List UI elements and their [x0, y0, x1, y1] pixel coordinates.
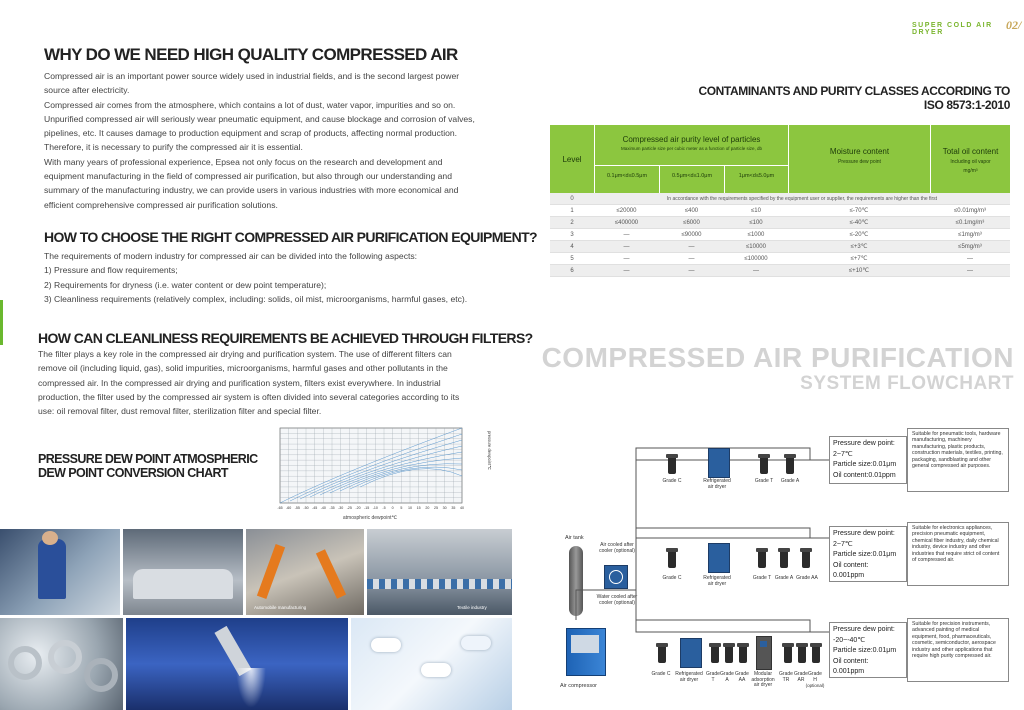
table-cell: — [594, 253, 659, 265]
header-level: Level [562, 155, 582, 164]
x-tick-label: -55 [294, 506, 300, 510]
section2-item: 3) Cleanliness requirements (relatively complex, including: solids, oil mist, microorganisms, harmful gases, etc). [44, 293, 468, 304]
air-compressor-label: Air compressor [560, 683, 597, 689]
x-tick-label: -50 [303, 506, 309, 510]
purity-table [550, 193, 1010, 277]
table-row [550, 265, 1010, 277]
photo-textile-industry [367, 529, 512, 615]
desc-box-row2: Suitable for electronics appliances, precision pneumatic equipment, chemical fiber industry, daily chemical industry, device industry and other industries that require strict oil content of compressed air. [907, 522, 1009, 586]
spindle-row [367, 579, 512, 589]
x-tick-label: 40 [460, 506, 464, 510]
filter-grade-c [668, 454, 676, 474]
section3-accent-bar [0, 300, 3, 345]
table-cell: — [659, 241, 724, 253]
x-tick-label: 30 [442, 506, 447, 510]
coil [48, 640, 82, 674]
refrigerated-air-dryer [680, 638, 702, 668]
filter-grade-h [812, 643, 820, 663]
dewpoint-y-label: pressure dewpoint℃ [487, 431, 492, 470]
spec-line: Pressure dew point: [833, 440, 895, 447]
table-cell: 5 [550, 253, 594, 265]
desc-box-row3: Suitable for precision instruments, advanced painting of medical equipment, food, pharmaceuticals, cosmetic, semiconductor, aerospace industry and other applications that require high purity compressed air. [907, 618, 1009, 682]
header-sub2: 0.5μm<d≤1.0μm [671, 173, 713, 179]
table-cell: — [724, 265, 788, 277]
label-refrigerated-air-dryer: Refrigerated air dryer [703, 478, 731, 490]
capsule [421, 663, 451, 677]
label-grade-ar: Grade AR [794, 671, 808, 683]
x-tick-label: 35 [451, 506, 456, 510]
x-tick-label: 10 [408, 506, 412, 510]
dewpoint-grid [280, 428, 462, 503]
table-row [550, 205, 1010, 217]
filter-grade-c [668, 548, 676, 568]
filter-grade-tr [784, 643, 792, 663]
table-row [550, 253, 1010, 265]
dewpoint-title-line1: PRESSURE DEW POINT ATMOSPHERIC [38, 452, 258, 466]
pipe [636, 528, 810, 538]
spec-box-row3 [829, 622, 907, 678]
table-cell: ≤0.1mg/m³ [930, 217, 1010, 229]
photo-robot-line [246, 529, 364, 615]
table-cell: — [930, 265, 1010, 277]
label-grade-t: Grade T [752, 575, 772, 581]
dewpoint-title [38, 452, 258, 480]
header-moisture-sub: Pressure dew point [838, 159, 881, 165]
page-number: 02/ [1006, 18, 1022, 32]
section3-body: The filter plays a key role in the compressed air drying and purification system. The use of different filters can remove oil (including liquid, gas), solid impurities, microorganisms, harmful gases and other pollutants in the compressed air. In the compressed air drying and purification system, filters exist everywhere. In industrial production, the filter used by the compressed air system is often divided into several categories according to its use: oil removal filter, dust removal filter, sterilization filter and special filter. [38, 349, 460, 417]
section2-title: HOW TO CHOOSE THE RIGHT COMPRESSED AIR PURIFICATION EQUIPMENT? [44, 229, 538, 245]
spray-mist [236, 668, 266, 708]
spec-line: Particle size:0.01μm [833, 461, 897, 468]
spec-line: -20~-40℃ [833, 636, 866, 644]
photo-steel-coils [0, 618, 123, 710]
table-cell: ≤400 [659, 205, 724, 217]
flowchart-title-line1: COMPRESSED AIR PURIFICATION [541, 342, 1014, 373]
table-title-line1: CONTAMINANTS AND PURITY CLASSES ACCORDING TO [698, 84, 1010, 98]
label-grade-aa: Grade AA [735, 671, 749, 683]
table-cell: — [594, 229, 659, 241]
label-grade-tr: Grade TR [779, 671, 793, 683]
filter-grade-t [760, 454, 768, 474]
table-cell: 1 [550, 205, 594, 217]
air-cooled-label: Air cooled after cooler (optional) [599, 542, 635, 554]
label-grade-c: Grade C [662, 478, 682, 484]
photo-caption: Textile industry [457, 605, 487, 610]
table-cell: ≤0.01mg/m³ [930, 205, 1010, 217]
header-particles-sub: Maximum particle size per cubic meter as a function of particle size, db [620, 146, 763, 151]
capsule [461, 636, 491, 650]
spec-line: Particle size:0.01μm [833, 551, 897, 558]
table-cell: — [659, 265, 724, 277]
x-tick-label: 15 [416, 506, 421, 510]
filter-grade-a [725, 643, 733, 663]
spec-line: Pressure dew point: [833, 626, 895, 633]
pipe [636, 590, 830, 632]
table-row [550, 241, 1010, 253]
spec-line: 2~7℃ [833, 540, 853, 548]
spec-line: 0.001ppm [833, 572, 865, 579]
table-cell: ≤6000 [659, 217, 724, 229]
section2-item: 2) Requirements for dryness (i.e. water content or dew point temperature); [44, 279, 327, 290]
dewpoint-chart [270, 425, 500, 521]
coil [8, 646, 42, 680]
photo-worker [0, 529, 120, 615]
header-divider [595, 165, 788, 166]
label-optional: (optional) [805, 683, 825, 688]
section2-body [44, 249, 494, 306]
coil [84, 658, 118, 692]
section1-paragraph: With many years of professional experience, Epsea not only focus on the research and development and equipment manufacturing in the field of compressed air purification, but also through our understanding and summary of the manufacturing industry, we can provide users in various industries with more economical and efficient comprehensive compressed air purification solutions. [44, 156, 459, 210]
x-tick-label: -35 [329, 506, 335, 510]
x-tick-label: -60 [286, 506, 292, 510]
label-refrigerated-air-dryer: Refrigerated air dryer [675, 671, 703, 683]
worker-head [42, 531, 58, 545]
refrigerated-air-dryer [708, 543, 730, 573]
dryer-panel [760, 641, 767, 647]
flowchart-title-line2: SYSTEM FLOWCHART [800, 373, 1014, 394]
section3-title: HOW CAN CLEANLINESS REQUIREMENTS BE ACHIEVED THROUGH FILTERS? [38, 330, 533, 346]
table-row [550, 193, 1010, 205]
table-header [550, 125, 1010, 193]
running-header: SUPER COLD AIR DRYER [912, 22, 993, 36]
worker-figure [38, 539, 66, 599]
table-cell: ≤1mg/m³ [930, 229, 1010, 241]
table-cell: ≤10000 [724, 241, 788, 253]
x-tick-label: -10 [372, 506, 378, 510]
air-tank-label: Air tank [565, 535, 584, 541]
section2-item: 1) Pressure and flow requirements; [44, 265, 178, 276]
table-cell: ≤1000 [724, 229, 788, 241]
pipe [636, 620, 810, 632]
table-cell: 0 [550, 193, 594, 205]
x-tick-label: -20 [355, 506, 361, 510]
table-cell: ≤+3℃ [788, 241, 930, 253]
label-grade-a: Grade A [720, 671, 734, 683]
x-tick-label: 20 [425, 506, 430, 510]
photo-spray-painting [126, 618, 348, 710]
x-tick-label: -30 [338, 506, 344, 510]
label-grade-c: Grade C [662, 575, 682, 581]
filter-grade-c [658, 643, 666, 663]
label-grade-h: Grade H [808, 671, 822, 683]
table-title [640, 84, 1010, 112]
table-cell: ≤100 [724, 217, 788, 229]
table-cell: 4 [550, 241, 594, 253]
filter-grade-aa [802, 548, 810, 568]
table-row [550, 229, 1010, 241]
photo-automobile-manufacturing [123, 529, 243, 615]
x-tick-label: 0 [391, 506, 394, 510]
spec-line: Oil content: [833, 657, 869, 665]
table-cell: 2 [550, 217, 594, 229]
header-moisture: Moisture content [829, 147, 890, 156]
header-sub1: 0.1μm<d≤0.5μm [606, 173, 648, 179]
table-cell: ≤5mg/m³ [930, 241, 1010, 253]
robot-arm [257, 544, 285, 599]
x-tick-label: -45 [312, 506, 318, 510]
spec-line: Oil content: [833, 561, 869, 569]
robot-arm [316, 549, 346, 599]
header-divider [659, 165, 660, 193]
table-cell: — [930, 253, 1010, 265]
section1-paragraph: Compressed air is an important power source widely used in industrial fields, and is the second largest power source after electricity. [44, 71, 460, 96]
header-oil-sub: Including oil vapor [950, 159, 991, 165]
table-cell: ≤-40℃ [788, 217, 930, 229]
table-cell: ≤+10℃ [788, 265, 930, 277]
table-cell: ≤400000 [594, 217, 659, 229]
header-divider [724, 165, 725, 193]
spec-box-row2 [829, 526, 907, 582]
filter-grade-t [711, 643, 719, 663]
x-tick-label: 5 [400, 506, 403, 510]
x-tick-label: 25 [434, 506, 438, 510]
dewpoint-title-line2: DEW POINT CONVERSION CHART [38, 466, 228, 480]
header-particles: Compressed air purity level of particles [622, 135, 761, 144]
section2-intro: The requirements of modern industry for compressed air can be divided into the following aspects: [44, 251, 418, 261]
filter-grade-aa [739, 643, 747, 663]
spec-line: Particle size:0.01μm [833, 647, 897, 654]
label-grade-aa: Grade AA [796, 575, 818, 581]
label-grade-a: Grade A [780, 478, 800, 484]
table-cell: — [594, 241, 659, 253]
table-cell: — [594, 265, 659, 277]
filter-grade-ar [798, 643, 806, 663]
table-cell: ≤20000 [594, 205, 659, 217]
x-tick-label: -40 [320, 506, 326, 510]
header-sub3: 1μm<d≤5.0μm [738, 173, 775, 179]
table-cell: ≤-20℃ [788, 229, 930, 241]
filter-grade-a [780, 548, 788, 568]
dewpoint-x-label: atmospheric dewpoint℃ [342, 515, 398, 521]
dewpoint-x-ticks [277, 506, 464, 510]
table-cell: 3 [550, 229, 594, 241]
spec-line: 2~7℃ [833, 450, 853, 458]
modular-adsorption-air-dryer [756, 636, 772, 670]
header-oil-unit: mg/m³ [963, 168, 978, 174]
spec-line: 0.001ppm [833, 668, 865, 675]
spec-box-row1 [829, 436, 907, 484]
table-cell: ≤10 [724, 205, 788, 217]
section1-body [44, 69, 484, 212]
photo-pharmaceutical [351, 618, 512, 710]
table-title-line2: ISO 8573:1-2010 [923, 98, 1010, 112]
filter-grade-a [786, 454, 794, 474]
flowchart-title [540, 344, 1014, 393]
section1-title: WHY DO WE NEED HIGH QUALITY COMPRESSED AIR [44, 45, 458, 64]
label-grade-t: Grade T [754, 478, 774, 484]
x-tick-label: -5 [382, 506, 386, 510]
desc-box-row1: Suitable for pneumatic tools, hardware manufacturing, machinery manufacturing, plastic products, construction materials, textiles, printing, packaging, sandblasting and other general compressed air purposes. [907, 428, 1009, 492]
spec-line: Oil content:0.01ppm [833, 471, 896, 479]
x-tick-label: -15 [364, 506, 370, 510]
table-cell: ≤+7℃ [788, 253, 930, 265]
label-modular-adsorption-air-dryer: Modular adsorption air dryer [751, 671, 775, 688]
capsule [371, 638, 401, 652]
photo-caption: Automobile manufacturing [254, 605, 307, 610]
table-row [550, 217, 1010, 229]
section1-paragraph: Compressed air comes from the atmosphere, which contains a lot of dust, water vapor, impurities and so on. Unpurified compressed air will seriously wear pneumatic equipment, and cause blockage and corrosion of valves, pipelines, etc. It causes damage to production equipment and scrap of products, affecting normal production. Therefore, it is necessary to purify the compressed air it is essential. [44, 99, 475, 153]
x-tick-label: -65 [277, 506, 283, 510]
label-refrigerated-air-dryer: Refrigerated air dryer [703, 575, 731, 587]
table-cell: ≤-70℃ [788, 205, 930, 217]
table-cell: ≤90000 [659, 229, 724, 241]
table-cell: ≤100000 [724, 253, 788, 265]
car-body [133, 569, 233, 599]
table-cell: 6 [550, 265, 594, 277]
water-cooled-label: Water cooled after cooler (optional) [596, 594, 638, 606]
label-grade-c: Grade C [651, 671, 671, 677]
table-cell: In accordance with the requirements specified by the equipment user or supplier, the requirements are higher than the first [594, 193, 1010, 205]
table-cell: — [659, 253, 724, 265]
spec-line: Pressure dew point: [833, 530, 895, 537]
label-grade-t: Grade T [706, 671, 720, 683]
refrigerated-air-dryer [708, 448, 730, 478]
filter-grade-t [758, 548, 766, 568]
x-tick-label: -25 [346, 506, 352, 510]
label-grade-a: Grade A [774, 575, 794, 581]
header-oil: Total oil content [942, 147, 999, 156]
